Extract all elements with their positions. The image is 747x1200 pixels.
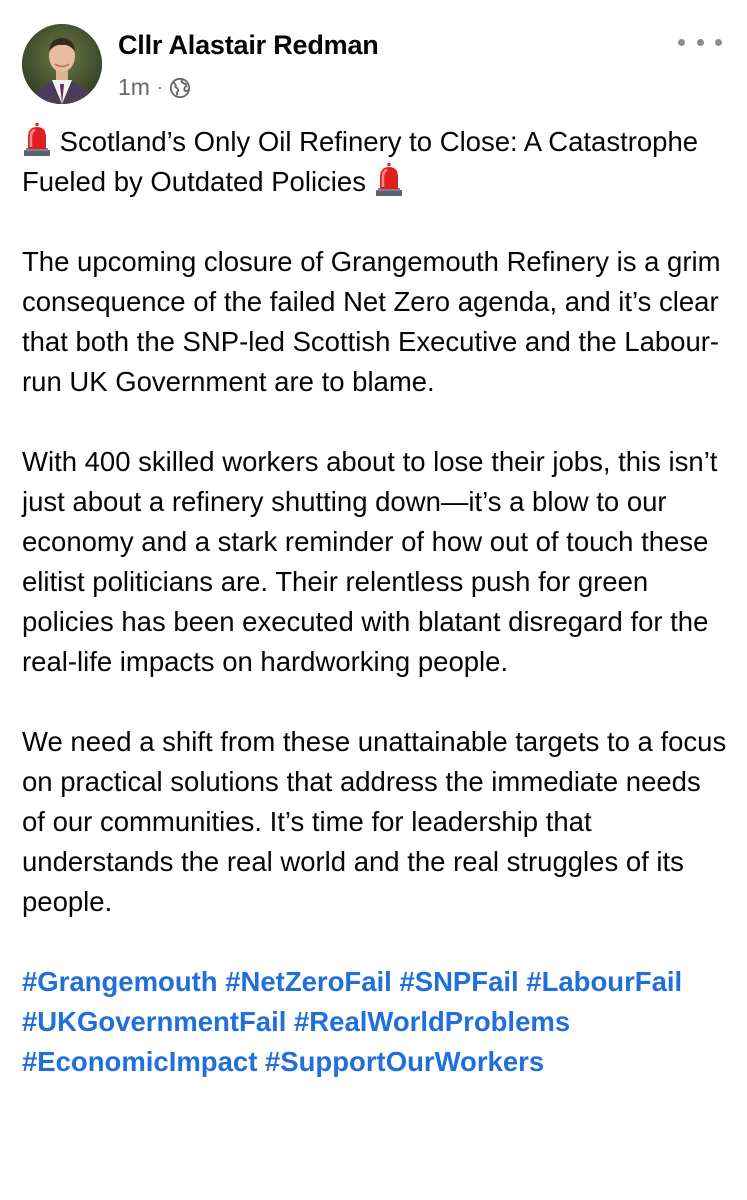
post-paragraph: We need a shift from these unattainable targets to a focus on practical solutions that address the immediate needs of our communities. It’s time for leadership that understands the real world and the real struggles of its people. — [22, 726, 727, 917]
more-dot — [697, 39, 704, 46]
hashtag-link[interactable]: #NetZeroFail — [225, 966, 392, 997]
more-dot — [715, 39, 722, 46]
post-header — [22, 24, 722, 104]
hashtag-link[interactable]: #RealWorldProblems — [294, 1006, 571, 1037]
hashtag-link[interactable]: #Grangemouth — [22, 966, 218, 997]
hashtag-link[interactable]: #UKGovernmentFail — [22, 1006, 287, 1037]
hashtag-link[interactable]: #LabourFail — [526, 966, 683, 997]
avatar[interactable] — [22, 24, 102, 104]
hashtag-link[interactable]: #SupportOurWorkers — [265, 1046, 545, 1077]
siren-icon — [22, 123, 52, 157]
post-title-paragraph — [22, 122, 727, 202]
more-dot — [678, 39, 685, 46]
more-options-button[interactable] — [678, 30, 722, 54]
hashtag-link[interactable]: #EconomicImpact — [22, 1046, 258, 1077]
post-title: Scotland’s Only Oil Refinery to Close: A Catastrophe Fueled by Outdated Policies — [22, 126, 699, 197]
post-meta — [118, 74, 191, 101]
globe-icon[interactable] — [169, 77, 191, 99]
hashtag-list — [22, 962, 727, 1082]
avatar-photo — [22, 24, 102, 104]
post-body — [22, 122, 727, 1082]
meta-separator: · — [156, 77, 163, 97]
post-paragraph: With 400 skilled workers about to lose their jobs, this isn’t just about a refinery shutting down—it’s a blow to our economy and a stark reminder of how out of touch these elitist politicians are. Their relentless push for green policies has been executed with blatant disregard for the real-life impacts on hardworking people. — [22, 446, 718, 677]
post-timestamp[interactable]: 1m — [118, 74, 150, 100]
post-paragraph: The upcoming closure of Grangemouth Refinery is a grim consequence of the failed Net Zero agenda, and it’s clear that both the SNP-led Scottish Executive and the Labour-run UK Government are to blame. — [22, 246, 721, 397]
siren-icon — [374, 163, 404, 197]
author-name[interactable]: Cllr Alastair Redman — [118, 30, 379, 60]
hashtag-link[interactable]: #SNPFail — [399, 966, 519, 997]
